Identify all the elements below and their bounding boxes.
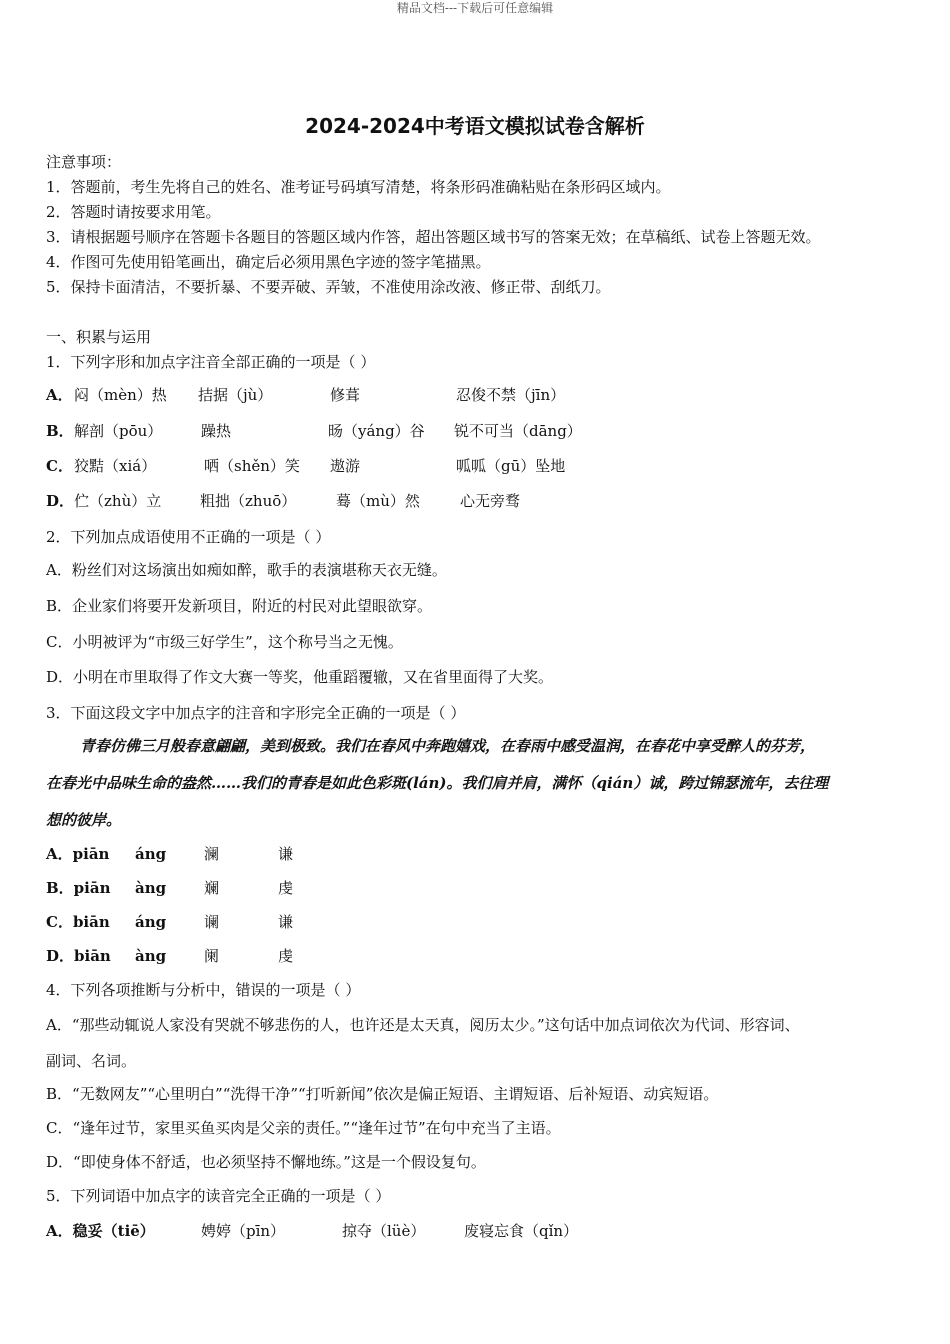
notice-item-3: 3．请根据题号顺序在答题卡各题目的答题区域内作答，超出答题区域书写的答案无效；在草稿纸、试卷上答题无效。 [46,228,821,246]
page-title: 2024-2024中考语文模拟试卷含解析 [305,114,645,138]
section-heading: 一、积累与运用 [46,328,152,346]
question-1-option-b: B．解剖（pōu） 躁热 旸（yáng）谷 锐不可当（dāng） [46,422,582,440]
notice-item-1: 1．答题前，考生先将自己的姓名、准考证号码填写清楚，将条形码准确粘贴在条形码区域内。 [46,178,671,196]
notice-heading: 注意事项： [46,153,122,171]
notice-item-4: 4．作图可先使用铅笔画出，确定后必须用黑色字迹的签字笔描黑。 [46,253,491,271]
question-2-option-b: B．企业家们将要开发新项目，附近的村民对此望眼欲穿。 [46,597,433,615]
question-3-option-c: C．biān áng 谰 谦 [46,913,294,931]
question-4-option-d: D．“即使身体不舒适，也必须坚持不懈地练。”这是一个假设复句。 [46,1153,486,1171]
question-2-option-c: C．小明被评为“市级三好学生”，这个称号当之无愧。 [46,633,403,651]
question-5-stem: 5．下列词语中加点字的读音完全正确的一项是（ ） [46,1187,391,1205]
question-4-option-a-line-2: 副词、名词。 [46,1052,137,1070]
question-2-option-a: A．粉丝们对这场演出如痴如醉，歌手的表演堪称天衣无缝。 [46,561,447,579]
question-4-option-b: B．“无数网友”“心里明白”“洗得干净”“打听新闻”依次是偏正短语、主谓短语、后补短语、动宾短语。 [46,1085,719,1103]
question-4-option-c: C．“逢年过节，家里买鱼买肉是父亲的责任。”“逢年过节”在句中充当了主语。 [46,1119,561,1137]
question-2-stem: 2．下列加点成语使用不正确的一项是（ ） [46,528,331,546]
question-3-option-a: A．piān áng 澜 谦 [46,845,294,863]
question-1-stem: 1．下列字形和加点字注音全部正确的一项是（ ） [46,353,376,371]
question-4-option-a-line-1: A．“那些动辄说人家没有哭就不够悲伤的人，也许还是太天真，阅历太少。”这句话中加点词依次为代词、形容词、 [46,1016,800,1034]
question-4-stem: 4．下列各项推断与分析中，错误的一项是（ ） [46,981,361,999]
question-3-option-d: D．biān àng 阑 虔 [46,947,294,965]
question-5-option-a: A．稳妥（tiē） 娉婷（pīn） 掠夺（lüè） 废寝忘食（qǐn） [46,1222,579,1240]
question-1-option-a: A．闷（mèn）热 拮据（jù） 修葺 忍俊不禁（jīn） [46,386,566,404]
notice-item-5: 5．保持卡面清洁，不要折暴、不要弄破、弄皱，不准使用涂改液、修正带、刮纸刀。 [46,278,611,296]
question-3-passage-line-2: 在春光中品味生命的盎然……我们的青春是如此色彩斑(lán)。我们肩并肩，满怀（qián）诚，跨过锦瑟流年，去往理 [46,774,829,792]
question-1-option-c: C．狡黠（xiá） 哂（shěn）笑 遨游 呱呱（gū）坠地 [46,457,566,475]
question-3-passage-line-1: 青春仿佛三月般春意翩翩，美到极致。我们在春风中奔跑嬉戏，在春雨中感受温润，在春花中享受醉人的芬芳， [80,737,816,755]
question-3-option-b: B．piān àng 斓 虔 [46,879,294,897]
question-3-passage-line-3: 想的彼岸。 [46,811,122,829]
page-header: 精品文档---下载后可任意编辑 [396,1,554,15]
notice-item-2: 2．答题时请按要求用笔。 [46,203,221,221]
question-2-option-d: D．小明在市里取得了作文大赛一等奖，他重蹈覆辙，又在省里面得了大奖。 [46,668,554,686]
question-1-option-d: D．伫（zhù）立 粗拙（zhuō） 蓦（mù）然 心无旁骛 [46,492,521,510]
question-3-stem: 3．下面这段文字中加点字的注音和字形完全正确的一项是（ ） [46,704,466,722]
